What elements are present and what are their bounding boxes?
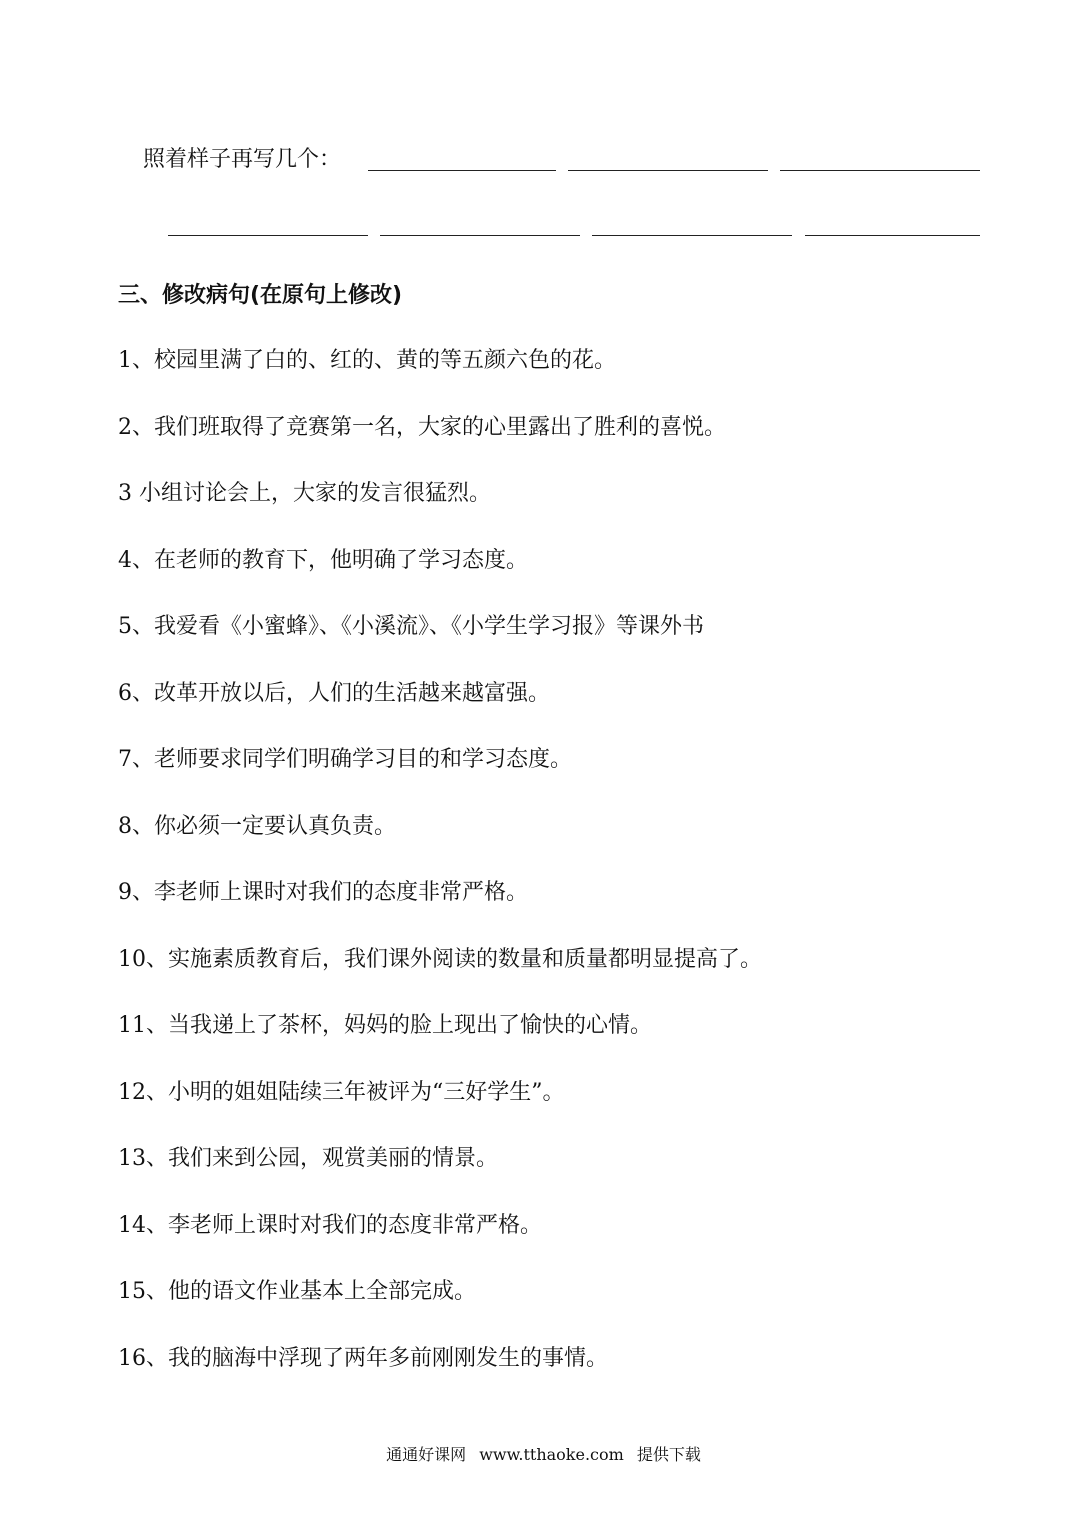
answer-blank-1[interactable] xyxy=(368,170,556,171)
answer-blank-3[interactable] xyxy=(780,170,980,171)
sentence-item: 14、李老师上课时对我们的态度非常严格。 xyxy=(118,1213,542,1238)
answer-blank-7[interactable] xyxy=(805,235,980,236)
footer-url[interactable]: www.tthaoke.com xyxy=(479,1445,624,1464)
sentence-item: 7、老师要求同学们明确学习目的和学习态度。 xyxy=(118,747,572,772)
sentence-item: 15、他的语文作业基本上全部完成。 xyxy=(118,1279,476,1304)
answer-blank-6[interactable] xyxy=(592,235,792,236)
sentence-item: 10、实施素质教育后，我们课外阅读的数量和质量都明显提高了。 xyxy=(118,947,762,972)
sentence-item: 11、当我递上了茶杯，妈妈的脸上现出了愉快的心情。 xyxy=(118,1013,652,1038)
sentence-item: 8、你必须一定要认真负责。 xyxy=(118,814,396,839)
footer-site-name: 通通好课网 xyxy=(386,1445,467,1464)
sentence-item: 3 小组讨论会上，大家的发言很猛烈。 xyxy=(118,481,491,506)
page-footer xyxy=(0,1444,1087,1466)
footer-action: 提供下载 xyxy=(636,1445,701,1464)
answer-blank-2[interactable] xyxy=(568,170,768,171)
sentence-item: 16、我的脑海中浮现了两年多前刚刚发生的事情。 xyxy=(118,1346,608,1371)
sentence-item: 5、我爱看《小蜜蜂》、《小溪流》、《小学生学习报》等课外书 xyxy=(118,614,704,639)
sentence-item: 12、小明的姐姐陆续三年被评为“三好学生”。 xyxy=(118,1080,565,1105)
sentence-item: 4、在老师的教育下，他明确了学习态度。 xyxy=(118,548,528,573)
sentence-item: 9、李老师上课时对我们的态度非常严格。 xyxy=(118,880,528,905)
sentence-item: 13、我们来到公园，观赏美丽的情景。 xyxy=(118,1146,498,1171)
answer-blank-5[interactable] xyxy=(380,235,580,236)
answer-blank-4[interactable] xyxy=(168,235,368,236)
section-heading: 三、修改病句(在原句上修改) xyxy=(118,283,403,308)
sentence-item: 6、改革开放以后，人们的生活越来越富强。 xyxy=(118,681,550,706)
sentence-item: 1、校园里满了白的、红的、黄的等五颜六色的花。 xyxy=(118,348,616,373)
fill-prompt-label: 照着样子再写几个： xyxy=(143,147,342,172)
sentence-item: 2、我们班取得了竞赛第一名，大家的心里露出了胜利的喜悦。 xyxy=(118,415,726,440)
